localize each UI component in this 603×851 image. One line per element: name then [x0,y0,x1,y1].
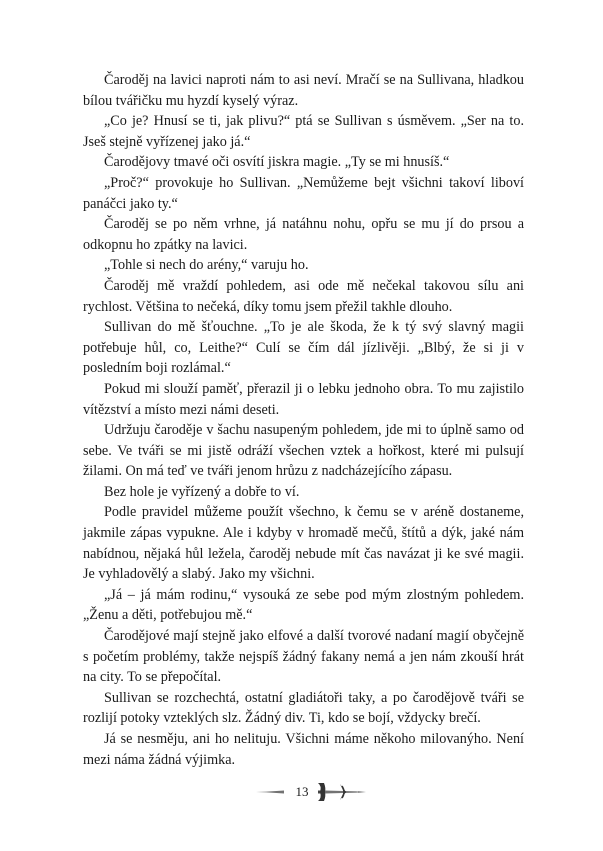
paragraph: „Co je? Hnusí se ti, jak plivu?“ ptá se Sullivan s úsměvem. „Ser na to. Jseš stejně vyřízenej jako já.“ [83,113,524,150]
paragraph: Pokud mi slouží paměť, přerazil ji o lebku jednoho obra. To mu zajistilo vítězství a místo mezi námi deseti. [83,380,524,418]
paragraph: Čaroděj mě vraždí pohledem, asi ode mě nečekal takovou sílu ani rychlost. Většina to nečeká, díky tomu jsem přežil takhle dlouho. [83,277,524,315]
paragraph: Bez hole je vyřízený a dobře to ví. [104,483,300,500]
paragraph: Sullivan do mě šťouchne. „To je ale škoda, že k tý svý slavný magii potřebuje hůl, co, Leithe?“ Culí se čím dál jízlivěji. „Blbý, že si ji v posledním boji rozlámal.“ [83,319,524,377]
paragraph: „Tohle si nech do arény,“ varuju ho. [104,257,309,274]
page-number: 13 [295,784,309,799]
paragraph: Sullivan se rozchechtá, ostatní gladiátoři taky, a po čarodějově tváři se rozlijí potoky vzteklých slz. Žádný div. Ti, kdo se bojí, vždycky brečí. [83,689,524,727]
paragraph: Já se nesměju, ani ho nelituju. Všichni máme někoho milovanýho. Není mezi náma žádná výjimka. [83,731,524,768]
paragraph: Udržuju čaroděje v šachu nasupeným pohledem, jde mi to úplně samo od sebe. Ve tváři se mi jistě odráží všechen vztek a hořkost, které mi pulsují žilami. On má teď ve tváři jenom hrůzu z nadcházejícího zápasu. [83,422,524,480]
paragraph: Čarodějové mají stejně jako elfové a další tvorové nadaní magií obyčejně s početím problémy, takže nejspíš žádný fakany nemá a jen nám zkouší hrát na city. To se přepočítal. [83,628,524,686]
paragraph: „Proč?“ provokuje ho Sullivan. „Nemůžeme bejt všichni takoví liboví panáčci jako ty.“ [83,174,524,212]
paragraph: Podle pravidel můžeme použít všechno, k čemu se v aréně dostaneme, jakmile zápas vypukne. Ale i kdyby v hromadě mečů, štítů a dýk, jaké nám nabídnou, nějaká hůl ležela, čaroděj nebude mít čas navázat ji ke své magii. Je vyhladovělý a slabý. Jako my všichni. [83,504,524,583]
body-text [83,70,524,770]
paragraph: „Já – já mám rodinu,“ vysouká ze sebe pod mým zlostným pohledem. „Ženu a děti, potřebujou mě.“ [83,586,524,624]
paragraph: Čarodějovy tmavé oči osvítí jiskra magie. „Ty se mi hnusíš.“ [104,154,450,171]
paragraph: Čaroděj na lavici naproti nám to asi neví. Mračí se na Sullivana, hladkou bílou tvářičku mu hyzdí kyselý výraz. [83,72,524,109]
paragraph: Čaroděj se po něm vrhne, já natáhnu nohu, opřu se mu jí do prsou a odkopnu ho zpátky na lavici. [83,216,524,253]
